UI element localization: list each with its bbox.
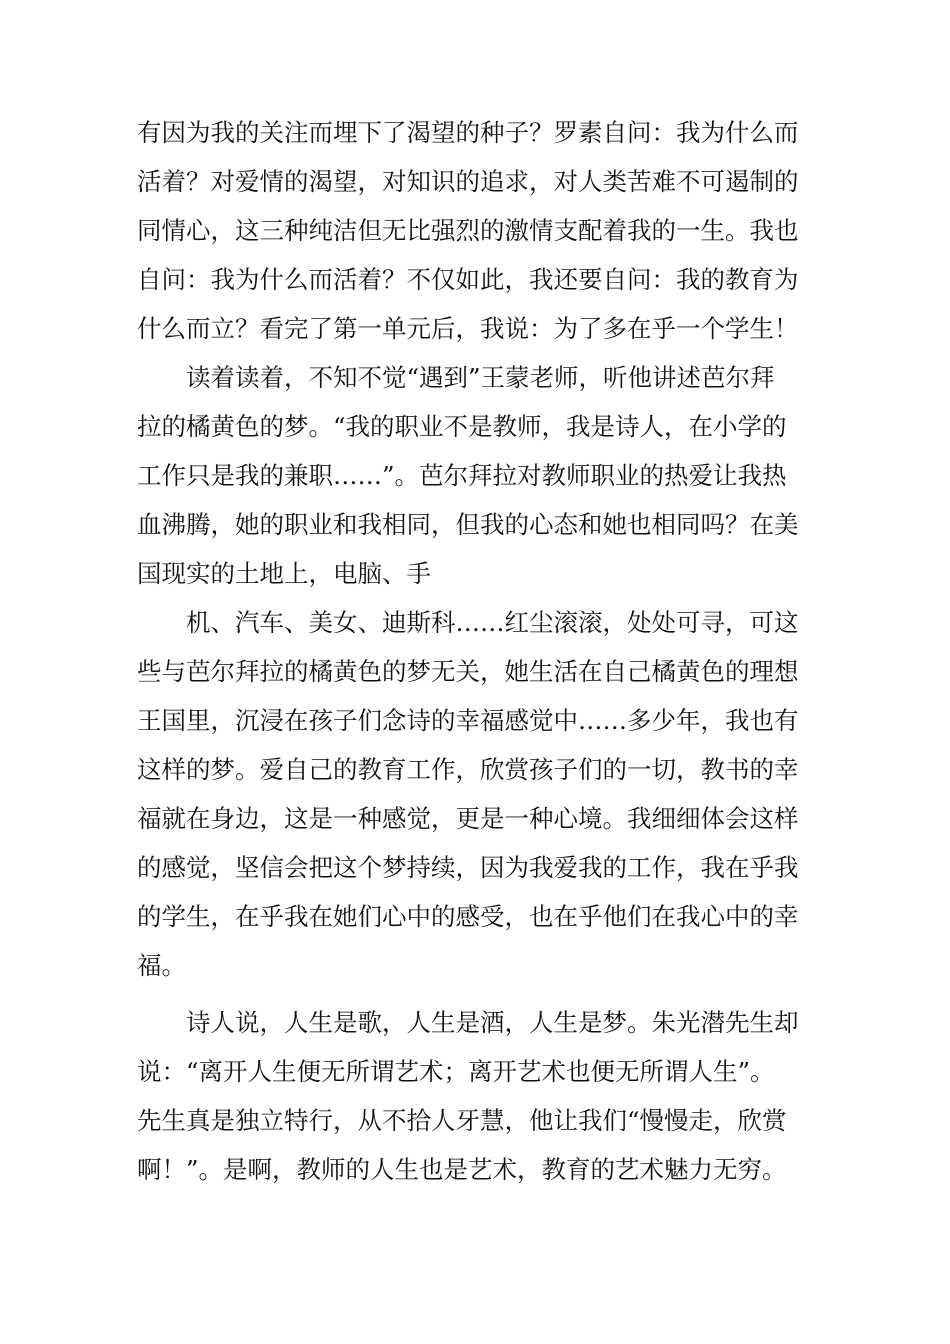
text-line: 啊！”。是啊，教师的人生也是艺术，教育的艺术魅力无穷。 [137, 1155, 787, 1184]
text-line: 同情心，这三种纯洁但无比强烈的激情支配着我的一生。我也 [137, 216, 799, 245]
text-line: 国现实的土地上，电脑、手 [137, 559, 431, 588]
text-line: 福。 [137, 951, 186, 980]
text-line: 这样的梦。爱自己的教育工作，欣赏孩子们的一切，教书的幸 [137, 755, 799, 784]
text-line: 王国里，沉浸在孩子们念诗的幸福感觉中……多少年，我也有 [137, 706, 799, 735]
document-body [137, 108, 830, 1194]
text-line: 说：“离开人生便无所谓艺术；离开艺术也便无所谓人生”。 [137, 1057, 775, 1086]
text-line: 读着读着，不知不觉“遇到”王蒙老师，听他讲述芭尔拜 [186, 363, 775, 392]
text-line: 的感觉，坚信会把这个梦持续，因为我爱我的工作，我在乎我 [137, 853, 799, 882]
text-line: 福就在身边，这是一种感觉，更是一种心境。我细细体会这样 [137, 804, 799, 833]
text-line: 先生真是独立特行，从不拾人牙慧，他让我们“慢慢走，欣赏 [137, 1106, 787, 1135]
text-line: 机、汽车、美女、迪斯科……红尘滚滚，处处可寻，可这 [186, 608, 799, 637]
text-line: 拉的橘黄色的梦。“我的职业不是教师，我是诗人，在小学的 [137, 412, 787, 441]
text-line: 活着？对爱情的渴望，对知识的追求，对人类苦难不可遏制的 [137, 167, 799, 196]
paragraph-3 [137, 598, 830, 990]
text-line: 工作只是我的兼职……”。芭尔拜拉对教师职业的热爱让我热 [137, 461, 787, 490]
text-line: 什么而立？看完了第一单元后，我说：为了多在乎一个学生！ [137, 314, 799, 343]
text-line: 自问：我为什么而活着？不仅如此，我还要自问：我的教育为 [137, 265, 799, 294]
text-line: 些与芭尔拜拉的橘黄色的梦无关，她生活在自己橘黄色的理想 [137, 657, 799, 686]
text-line: 诗人说，人生是歌，人生是酒，人生是梦。朱光潜先生却 [186, 1008, 799, 1037]
paragraph-4 [137, 998, 830, 1194]
text-line: 有因为我的关注而埋下了渴望的种子？罗素自问：我为什么而 [137, 118, 799, 147]
text-line: 的学生，在乎我在她们心中的感受，也在乎他们在我心中的幸 [137, 902, 799, 931]
paragraph-2 [137, 353, 830, 598]
paragraph-1 [137, 108, 830, 353]
paragraph-spacer [137, 990, 830, 998]
text-line: 血沸腾，她的职业和我相同，但我的心态和她也相同吗？在美 [137, 510, 799, 539]
